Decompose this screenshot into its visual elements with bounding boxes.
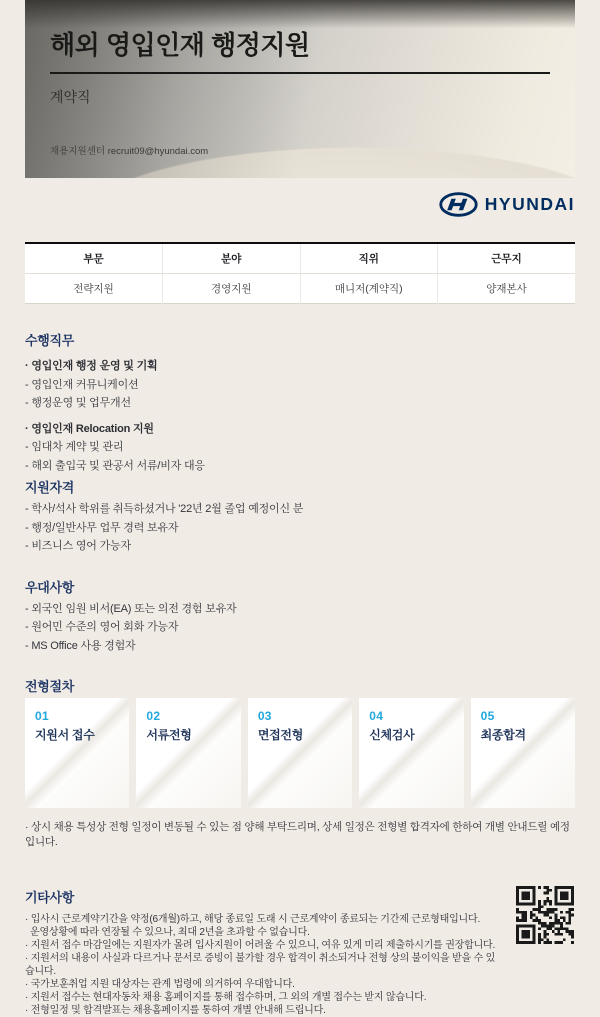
table-value-cell: 매니저(계약직) [300,274,438,304]
duty-group-title: · 영입인재 Relocation 지원 [25,422,154,435]
hyundai-wordmark: HYUNDAI [484,193,575,214]
step-number: 02 [146,709,161,723]
table-value-cell: 양재본사 [438,274,576,304]
banner [25,0,575,178]
info-table [25,242,575,304]
table-value-cell: 경영지원 [163,274,301,304]
section-heading-etc: 기타사항 [25,890,75,905]
section-heading-duties: 수행직무 [25,333,75,348]
process-step-card [136,698,240,808]
section-heading-qualifications: 지원자격 [25,480,75,495]
qualification-item: - 학사/석사 학위를 취득하셨거나 '22년 2월 졸업 예정이신 분 [25,503,304,515]
section-qualifications [25,477,575,556]
step-label: 최종합격 [480,728,526,742]
step-number: 04 [369,709,384,723]
section-heading-process: 전형절차 [25,679,75,694]
etc-item: 운영상황에 따라 연장될 수 있으나, 최대 2년을 초과할 수 없습니다. [30,927,310,938]
table-value-cell: 전략지원 [73,283,114,295]
etc-item: · 지원서 접수 마감일에는 지원자가 몰려 입사지원이 어려울 수 있으니, 여유 있게 미리 제출하시기를 권장합니다. [25,940,496,951]
contact-info: 채용지원센터 recruit09@hyundai.com [50,146,209,157]
duty-item: - 행정운영 및 업무개선 [25,397,131,409]
etc-item: · 국가보훈취업 지원 대상자는 관계 법령에 의거하여 우대합니다. [25,979,295,990]
page-subtitle: 계약직 [50,88,91,105]
table-header-cell: 부문 [25,243,163,274]
duties-list [25,357,575,475]
etc-list [25,913,503,1017]
table-value-row [25,274,575,304]
page-title: 해외 영입인재 행정지원 [50,30,310,60]
process-step-card [359,698,463,808]
step-number: 03 [257,709,272,723]
section-duties [25,330,575,475]
preferred-item: - 외국인 임원 비서(EA) 또는 의전 경험 보유자 [25,602,237,615]
etc-item: · 입사시 근로계약기간을 약정(6개월)하고, 해당 종료일 도래 시 근로계약이 종료되는 기간제 근로형태입니다. [25,914,481,925]
step-label: 서류전형 [146,728,192,742]
duty-group-title: · 영입인재 행정 운영 및 기획 [25,360,158,372]
etc-item: · 지원서 접수는 현대자동차 채용 홈페이지를 통해 접수하며, 그 외의 개별 접수는 받지 않습니다. [25,992,427,1003]
qualification-item: - 비즈니스 영어 가능자 [25,540,131,552]
preferred-list [25,600,575,656]
section-preferred [25,577,575,656]
process-step-card [25,698,129,808]
step-number: 05 [480,709,495,723]
table-header-row [25,243,575,274]
preferred-item: - 원어민 수준의 영어 회화 가능자 [25,621,179,633]
table-header-cell: 직위 [300,243,438,274]
preferred-item: - MS Office 사용 경험자 [25,639,136,652]
qualifications-list [25,500,575,556]
duty-group [25,357,575,413]
qr-code [516,886,574,944]
duty-item: - 해외 출입국 및 관공서 서류/비자 대응 [25,459,205,472]
process-step-card [248,698,352,808]
etc-item: · 전형일정 및 합격발표는 채용홈페이지를 통하여 개별 안내해 드립니다. [25,1005,326,1016]
process-steps [25,698,575,808]
section-process [25,676,575,850]
step-number: 01 [35,709,49,723]
hyundai-logo [439,192,575,217]
table-header-cell: 근무지 [438,243,576,274]
step-label: 신체검사 [369,728,415,742]
hyundai-h-oval-icon [439,192,478,217]
step-label: 지원서 접수 [35,728,95,742]
logo-row [25,178,575,242]
table-header-cell: 분야 [163,243,301,274]
title-divider [50,72,550,74]
etc-item: · 지원서의 내용이 사실과 다르거나 문서로 증빙이 불가할 경우 합격이 취소되거나 전형 상의 불이익을 받을 수 있습니다. [25,953,496,977]
duty-group [25,420,575,476]
qualification-item: - 행정/일반사무 업무 경력 보유자 [25,521,179,534]
section-etc [25,887,575,1017]
duty-item: - 임대차 계약 및 관리 [25,441,124,453]
duty-item: - 영입인재 커뮤니케이션 [25,378,139,391]
process-step-card [471,698,575,808]
section-heading-preferred: 우대사항 [25,579,75,595]
process-note: · 상시 채용 특성상 전형 일정이 변동될 수 있는 점 양해 부탁드리며, 상세 일정은 전형별 합격자에 한하여 개별 안내드릴 예정입니다. [25,821,570,848]
step-label: 면접전형 [257,728,303,742]
